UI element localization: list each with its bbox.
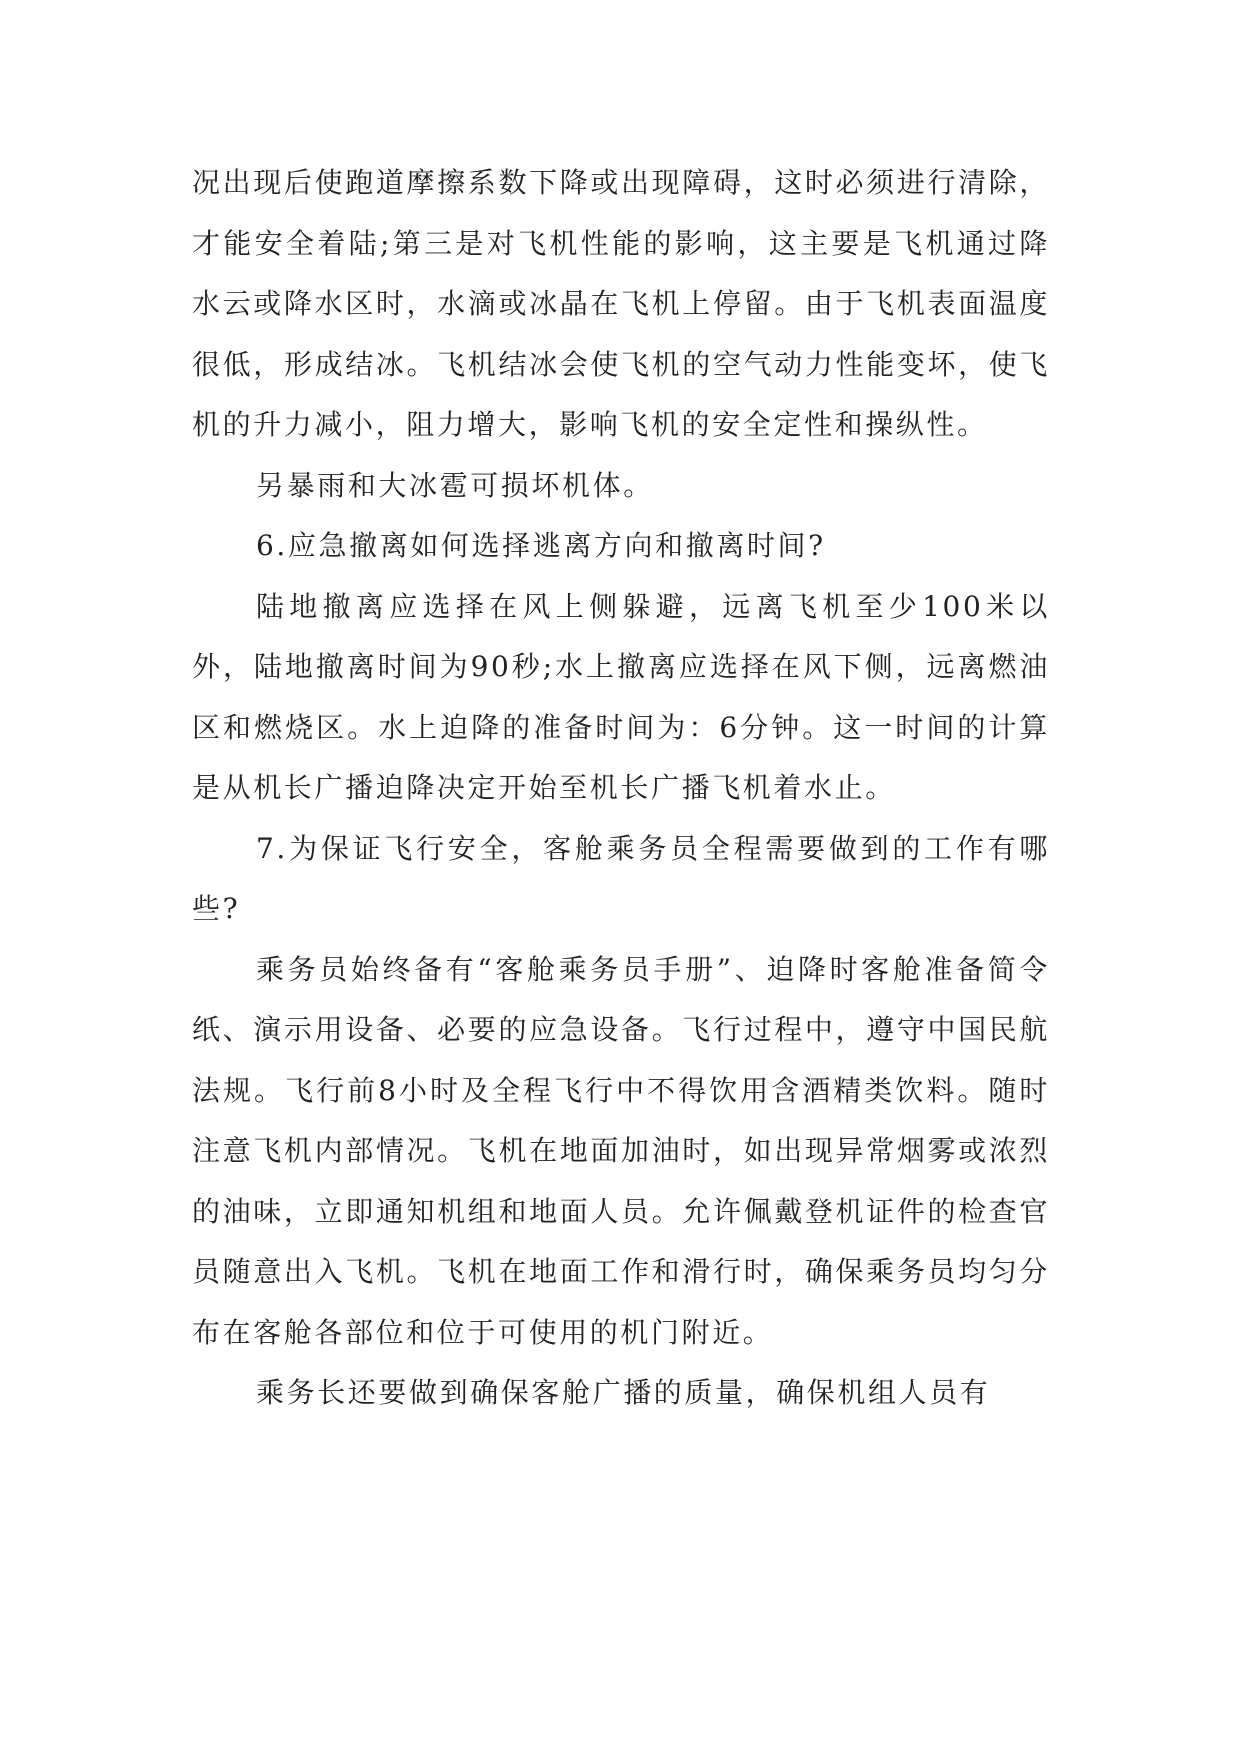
question-6-heading: 6.应急撤离如何选择逃离方向和撤离时间? — [256, 529, 826, 562]
answer-7-paragraph: 乘务员始终备有“客舱乘务员手册”、迫降时客舱准备简令纸、演示用设备、必要的应急设备。飞行过程中，遵守中国民航法规。飞行前8小时及全程飞行中不得饮用含酒精类饮料。随时注意飞机内部情况。飞机在地面加油时，如出现异常烟雾或浓烈的油味，立即通知机组和地面人员。允许佩戴登机证件的检查官员随意出入飞机。飞机在地面工作和滑行时，确保乘务员均匀分布在客舱各部位和位于可使用的机门附近。 — [192, 952, 1050, 1349]
paragraph-hail-damage: 另暴雨和大冰雹可损坏机体。 — [256, 468, 654, 502]
document-body — [192, 153, 1050, 1424]
answer-6-paragraph: 陆地撤离应选择在风上侧躲避，远离飞机至少100米以外，陆地撤离时间为90秒;水上撤离应选择在风下侧，远离燃油区和燃烧区。水上迫降的准备时间为：6分钟。这一时间的计算是从机长广播迫降决定开始至机长广播飞机着水止。 — [192, 589, 1050, 804]
paragraph-weather-impact: 况出现后使跑道摩擦系数下降或出现障碍，这时必须进行清除，才能安全着陆;第三是对飞机性能的影响，这主要是飞机通过降水云或降水区时，水滴或冰晶在飞机上停留。由于飞机表面温度很低，形成结冰。飞机结冰会使飞机的空气动力性能变坏，使飞机的升力减小，阻力增大，影响飞机的安全定性和操纵性。 — [192, 166, 1050, 441]
paragraph-purser-duties: 乘务长还要做到确保客舱广播的质量，确保机组人员有 — [256, 1376, 991, 1409]
question-7-heading: 7.为保证飞行安全，客舱乘务员全程需要做到的工作有哪些? — [192, 831, 1050, 925]
